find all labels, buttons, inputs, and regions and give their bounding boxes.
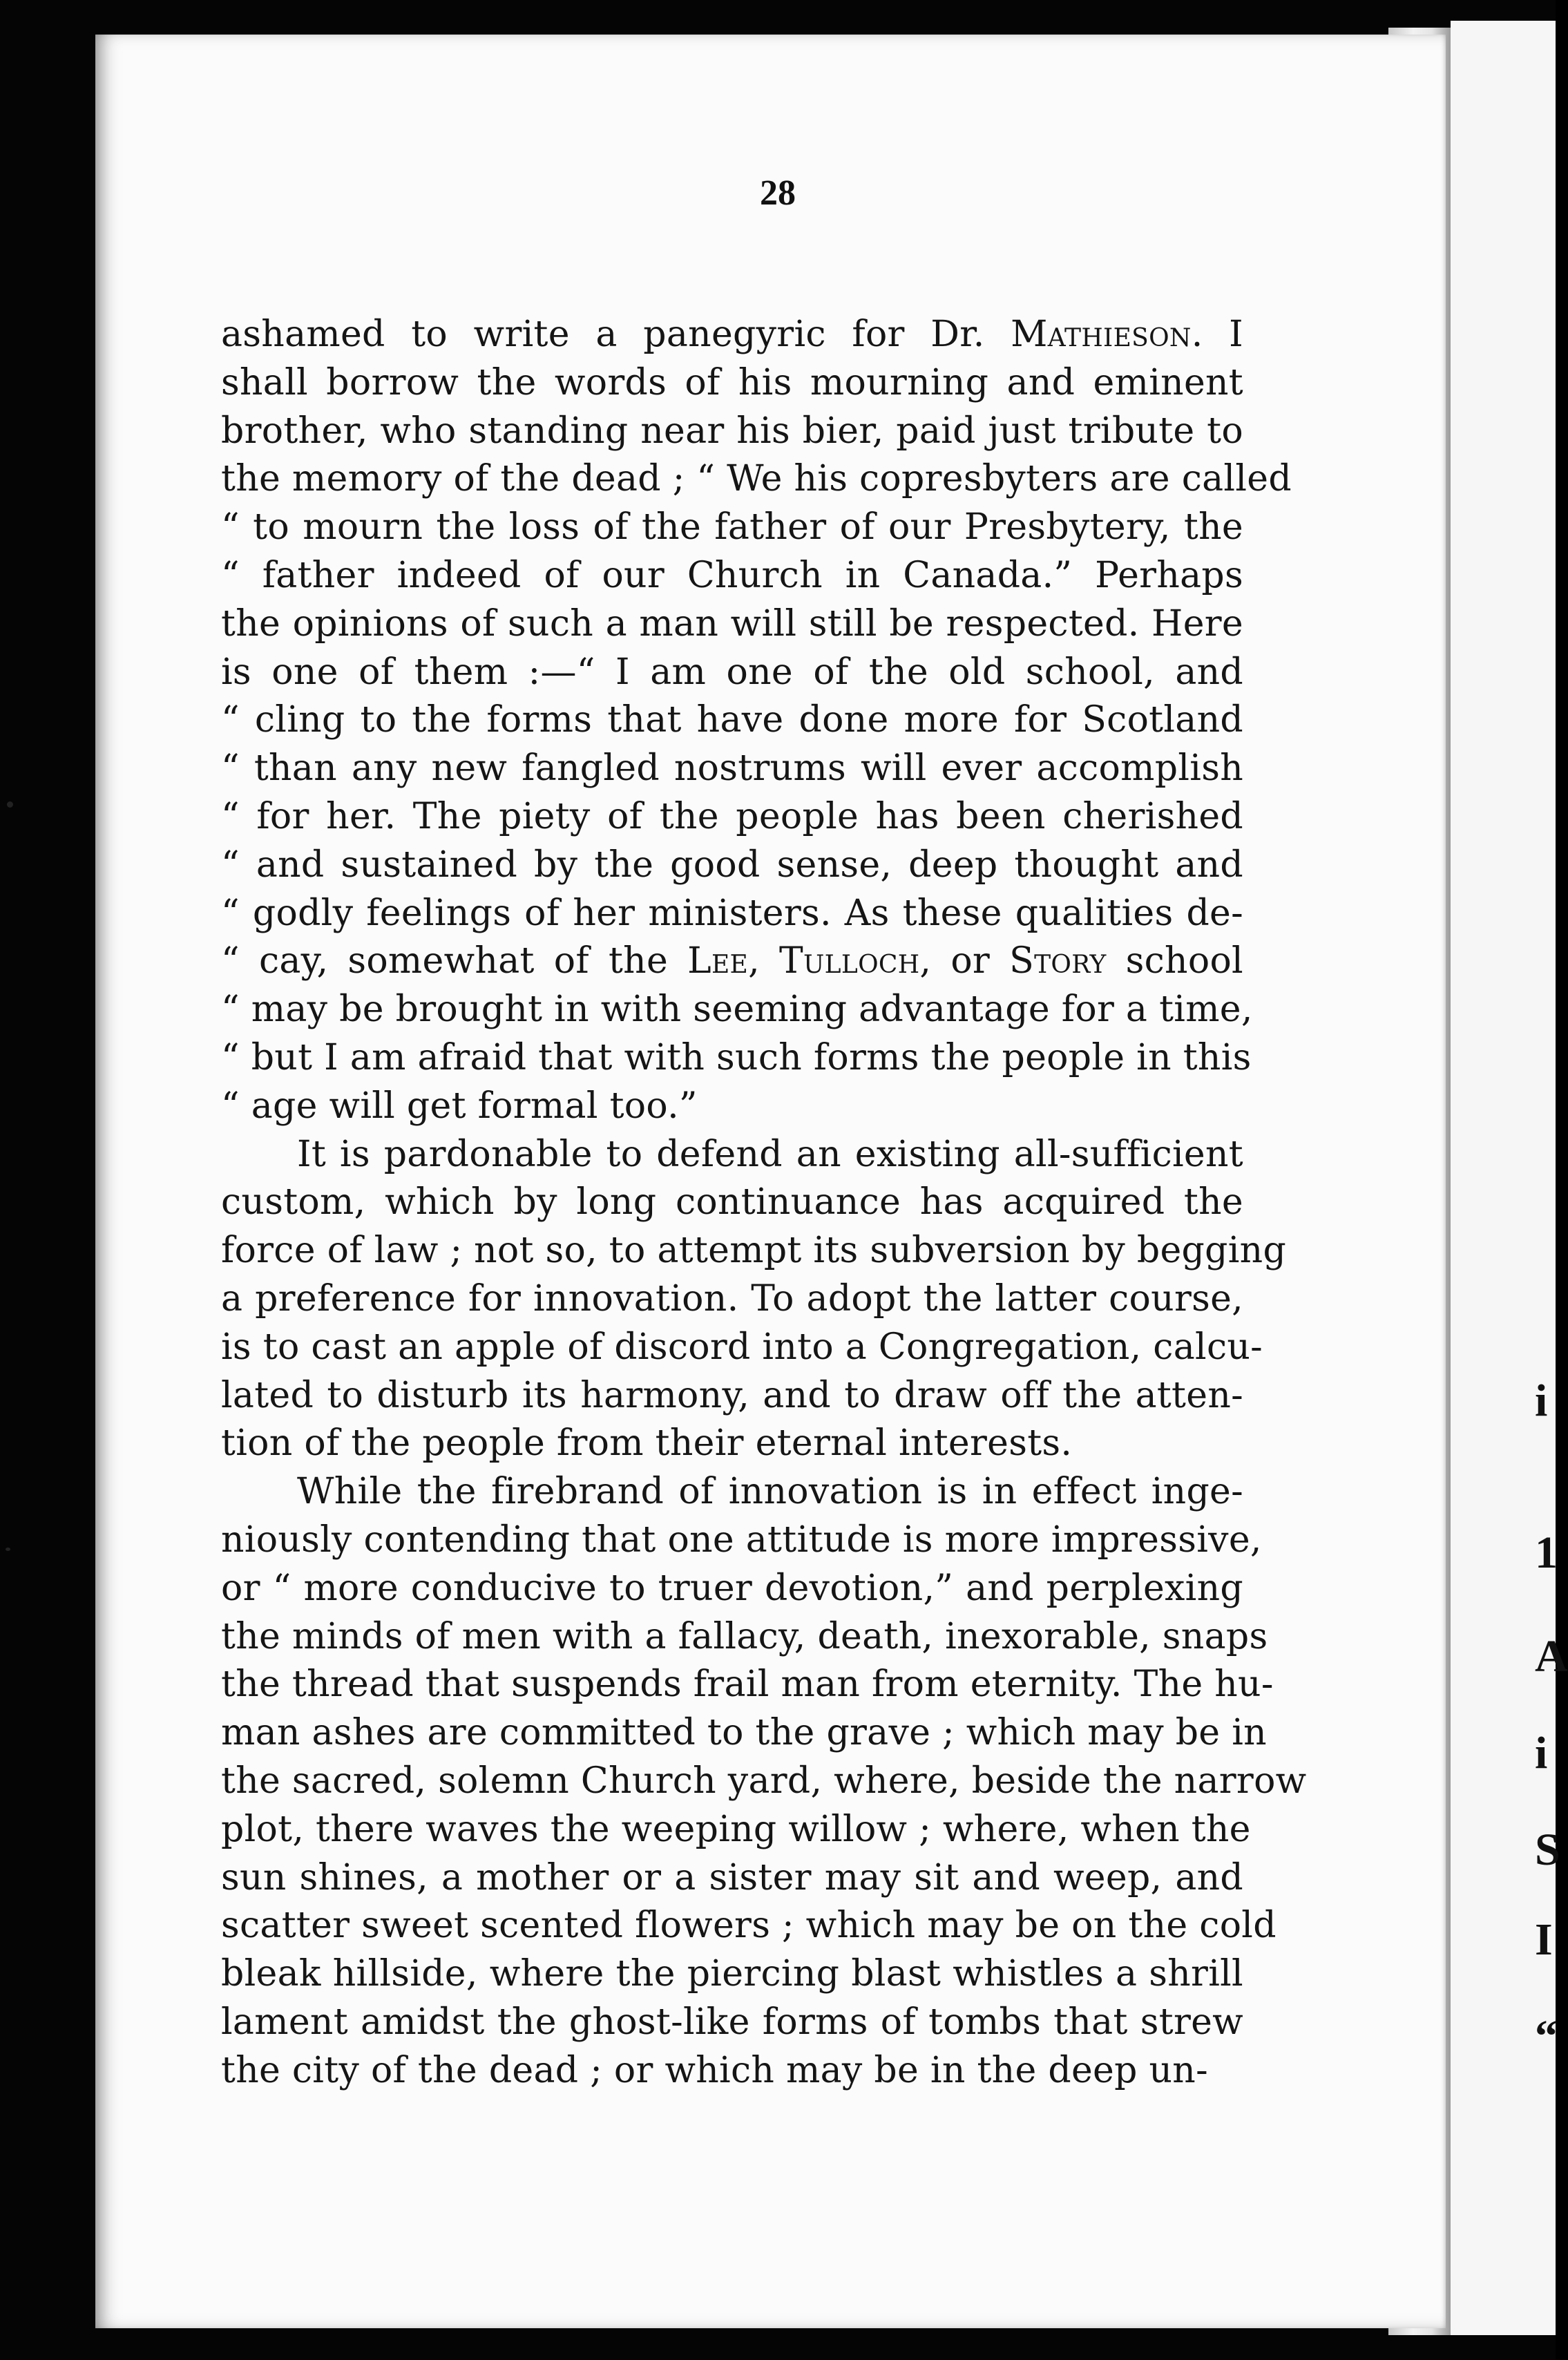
text-run: is one of them :—“ I am one of the old school, and <box>221 651 1243 693</box>
text-line <box>221 1275 1243 1324</box>
adjacent-page-glyph: I <box>1535 1914 1553 1965</box>
text-line <box>221 1131 1243 1179</box>
small-caps-name: Story <box>1009 940 1107 982</box>
text-run: custom, which by long continuance has acquired the <box>221 1181 1243 1224</box>
text-line <box>221 1516 1262 1565</box>
text-run: is to cast an apple of discord into a Congregation, calcu- <box>221 1326 1263 1368</box>
text-run: the opinions of such a man will still be respected. Here <box>221 602 1243 645</box>
text-run: It is pardonable to defend an existing all-sufficient <box>297 1133 1243 1175</box>
adjacent-page-glyph: S <box>1535 1825 1560 1875</box>
adjacent-page-glyph: i <box>1535 1728 1548 1778</box>
text-run: or “ more conducive to truer devotion,” and perplexing <box>221 1567 1243 1609</box>
text-line <box>221 1661 1274 1709</box>
text-line <box>221 1420 1243 1468</box>
text-run: . I <box>1191 314 1243 355</box>
scan-speck <box>7 801 13 808</box>
text-line <box>221 1999 1243 2047</box>
text-line <box>221 1083 1243 1131</box>
text-run: “ father indeed of our Church in Canada.” Perhaps <box>221 554 1243 596</box>
adjacent-page-glyph: “ <box>1535 2011 1558 2062</box>
text-run: plot, there waves the weeping willow ; where, when the <box>221 1808 1251 1850</box>
adjacent-page-glyph: 1 <box>1535 1528 1558 1578</box>
text-run: “ cay, somewhat of the <box>221 940 688 982</box>
text-line <box>221 745 1243 793</box>
text-line <box>221 649 1243 697</box>
scan-speck <box>6 1548 10 1551</box>
text-line <box>221 600 1243 649</box>
text-run: “ godly feelings of her ministers. As these qualities de- <box>221 892 1243 934</box>
adjacent-page-glyph: A <box>1535 1631 1568 1682</box>
text-run: ashamed to write a panegyric for Dr. <box>221 314 1011 355</box>
text-run: man ashes are committed to the grave ; which may be in <box>221 1712 1267 1754</box>
text-line <box>221 1324 1263 1372</box>
page-body <box>221 311 1307 2095</box>
text-line <box>221 1227 1287 1275</box>
page-number: 28 <box>760 173 796 213</box>
text-run: force of law ; not so, to attempt its subversion by begging <box>221 1230 1287 1272</box>
small-caps-name: Tulloch <box>779 940 920 982</box>
text-run: “ but I am afraid that with such forms the people in this <box>221 1036 1252 1078</box>
text-line <box>221 1468 1243 1516</box>
text-run: tion of the people from their eternal interests. <box>221 1422 1073 1465</box>
text-line <box>221 986 1253 1034</box>
text-run: sun shines, a mother or a sister may sit and weep, and <box>221 1856 1243 1899</box>
paragraph <box>221 311 1292 1131</box>
text-line <box>221 359 1243 408</box>
text-run: “ age will get formal too.” <box>221 1085 698 1127</box>
text-run: bleak hillside, where the piercing blast whistles a shrill <box>221 1953 1243 1995</box>
text-line <box>221 2047 1243 2095</box>
text-run: “ and sustained by the good sense, deep thought and <box>221 844 1243 886</box>
text-line <box>221 1806 1251 1854</box>
text-run: the minds of men with a fallacy, death, inexorable, snaps <box>221 1615 1268 1657</box>
small-caps-name: Mathieson <box>1011 314 1192 355</box>
text-line <box>221 793 1243 841</box>
text-line <box>221 1372 1243 1420</box>
text-run: “ than any new fangled nostrums will ever accomplish <box>221 748 1243 790</box>
paragraph <box>221 1131 1287 1469</box>
text-run: , <box>748 940 780 982</box>
text-line <box>221 1613 1268 1662</box>
text-line <box>221 938 1243 986</box>
text-run: “ may be brought in with seeming advantage for a time, <box>221 989 1253 1031</box>
text-line <box>221 1854 1243 1903</box>
text-run: , or <box>919 940 1010 982</box>
text-run: lament amidst the ghost-like forms of tombs that strew <box>221 2001 1243 2043</box>
text-line <box>221 408 1243 456</box>
text-line <box>221 1034 1252 1083</box>
text-run: scatter sweet scented flowers ; which may be on the cold <box>221 1905 1277 1947</box>
text-line <box>221 841 1243 890</box>
text-run: niously contending that one attitude is more impressive, <box>221 1519 1262 1561</box>
text-line <box>221 1758 1307 1806</box>
text-line <box>221 1179 1243 1227</box>
text-line <box>221 311 1243 359</box>
text-run: the thread that suspends frail man from eternity. The hu- <box>221 1664 1274 1706</box>
text-line <box>221 1902 1277 1950</box>
text-line <box>221 890 1243 938</box>
text-run: “ for her. The piety of the people has been cherished <box>221 795 1243 837</box>
paragraph <box>221 1468 1307 2095</box>
text-run: brother, who standing near his bier, paid just tribute to <box>221 410 1243 452</box>
small-caps-name: Lee <box>687 940 749 982</box>
text-line <box>221 1709 1267 1758</box>
adjacent-page-strip <box>1451 21 1568 2335</box>
text-run: a preference for innovation. To adopt the latter course, <box>221 1277 1243 1320</box>
text-run: lated to disturb its harmony, and to draw off the atten- <box>221 1374 1243 1416</box>
text-line <box>221 696 1243 745</box>
text-run: the sacred, solemn Church yard, where, beside the narrow <box>221 1760 1307 1802</box>
text-run: the city of the dead ; or which may be in the deep un- <box>221 2049 1208 2091</box>
text-run: the memory of the dead ; “ We his copresbyters are called <box>221 458 1292 500</box>
text-line <box>221 455 1292 504</box>
adjacent-page-glyph: i <box>1535 1376 1548 1426</box>
text-line <box>221 1950 1243 1999</box>
text-line <box>221 552 1243 600</box>
text-run: “ to mourn the loss of the father of our Presbytery, the <box>221 506 1243 549</box>
text-run: school <box>1106 940 1243 982</box>
text-run: shall borrow the words of his mourning and eminent <box>221 361 1243 403</box>
text-run: “ cling to the forms that have done more for Scotland <box>221 699 1243 741</box>
text-run: While the firebrand of innovation is in effect inge- <box>297 1471 1243 1513</box>
text-line <box>221 504 1243 552</box>
text-line <box>221 1565 1243 1613</box>
